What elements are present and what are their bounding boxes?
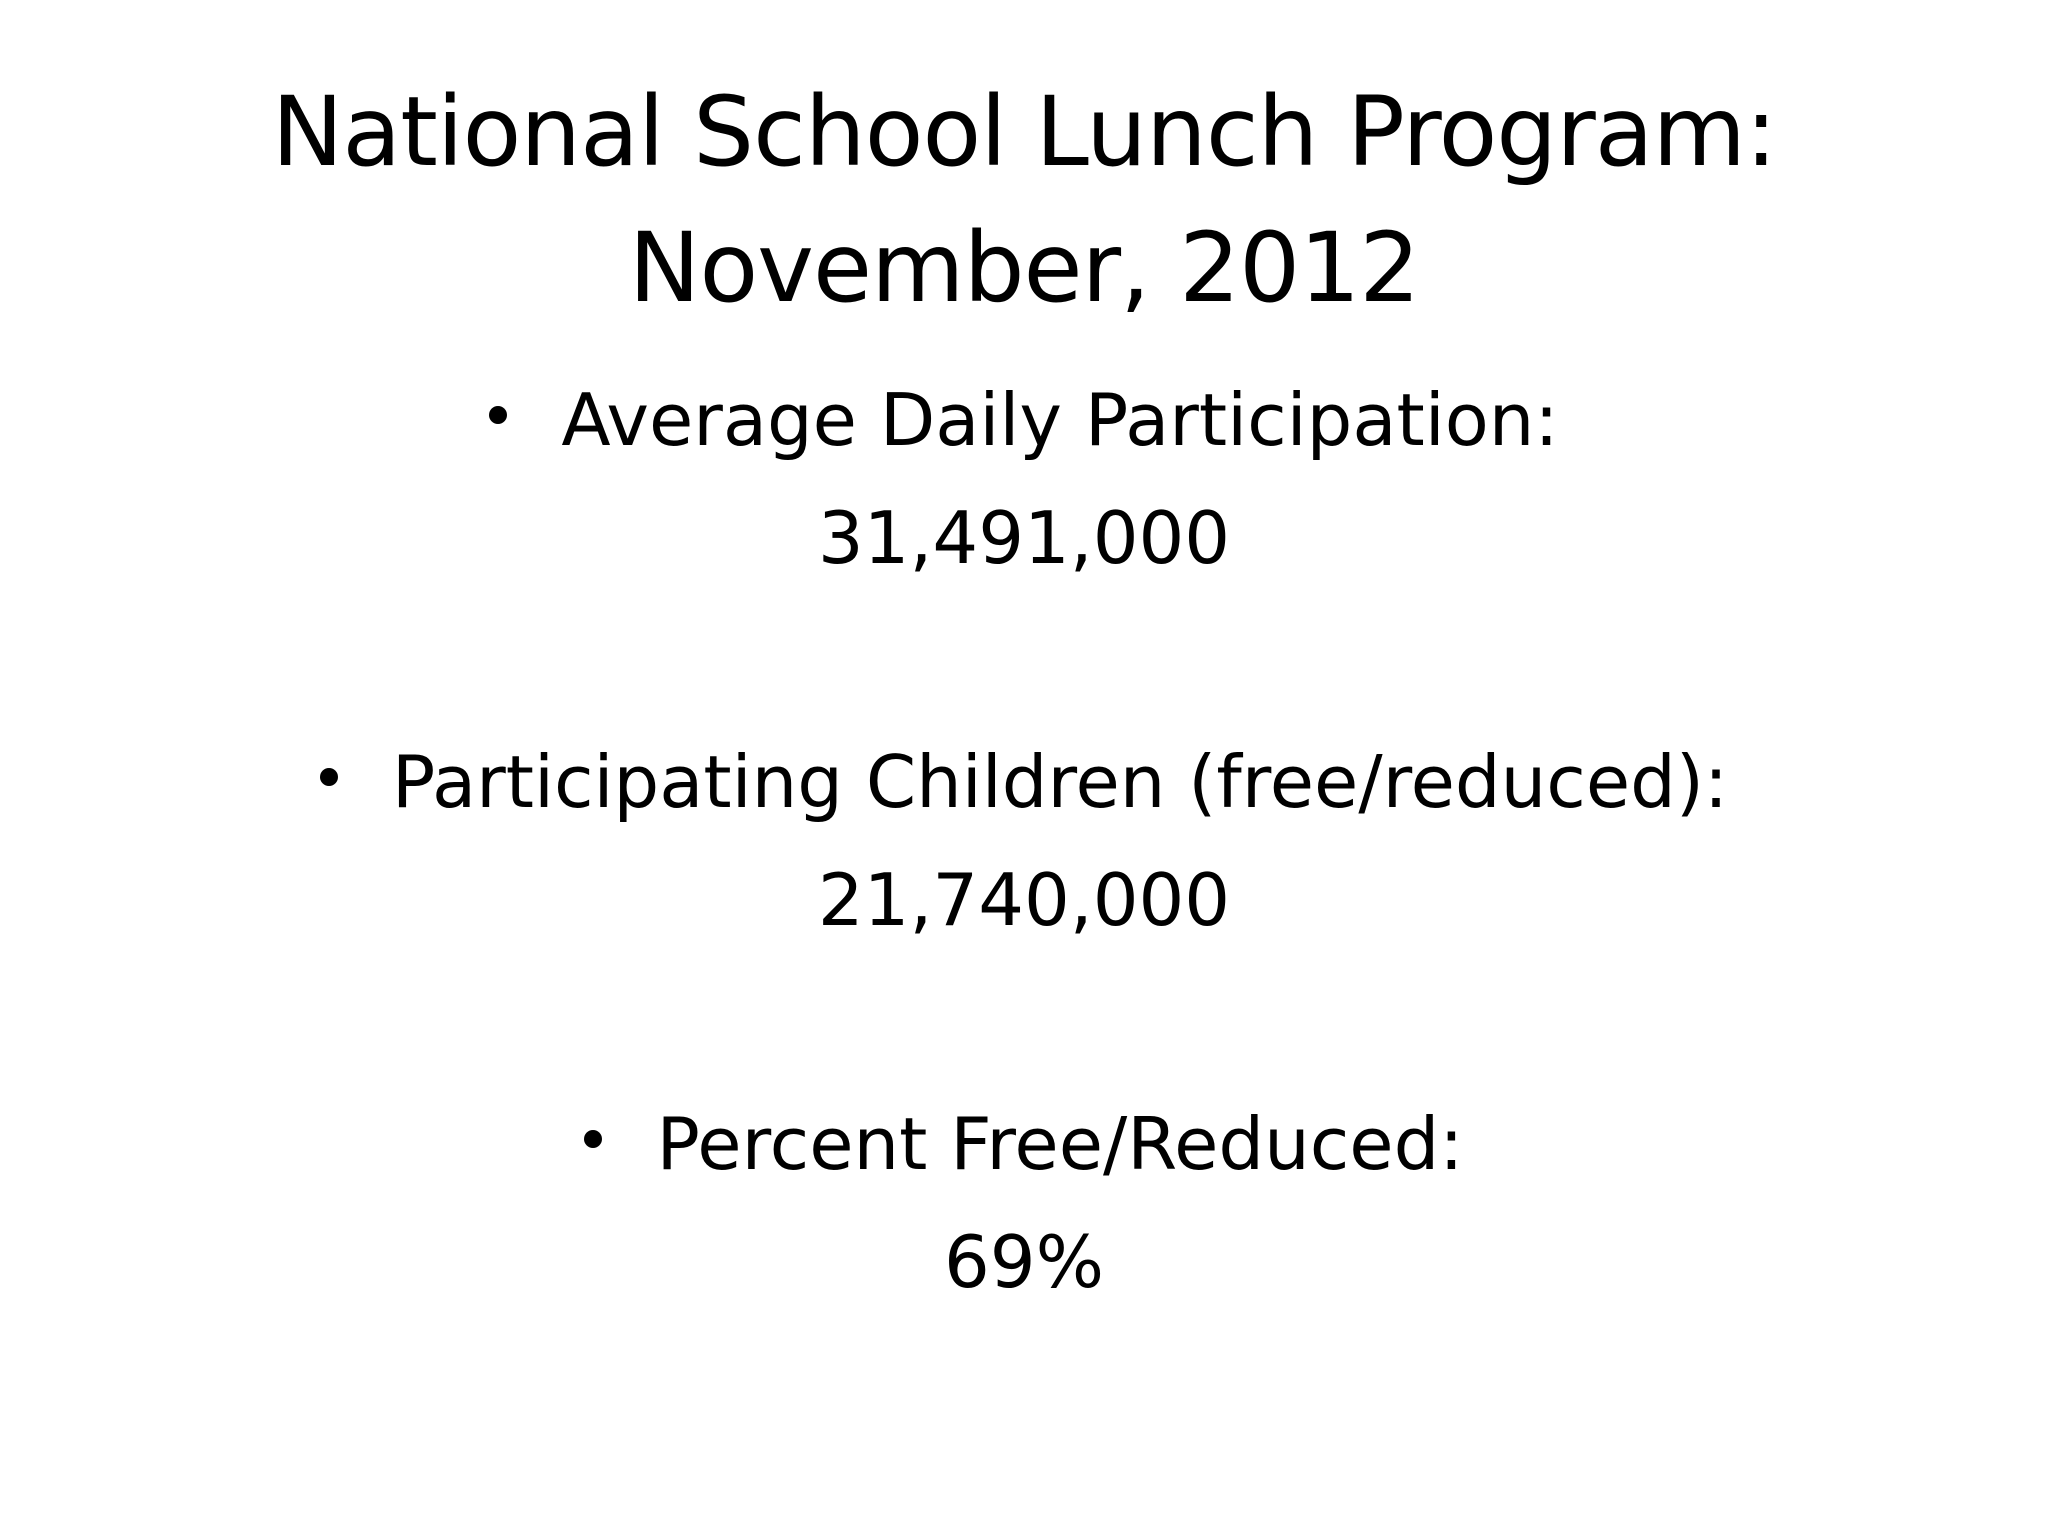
bullet-value: 31,491,000 — [817, 496, 1231, 580]
title-line-2: November, 2012 — [628, 212, 1420, 324]
bullet-dot-icon — [584, 1130, 602, 1148]
bullet-label: Average Daily Participation: — [561, 378, 1559, 462]
bullet-value: 21,740,000 — [817, 858, 1231, 942]
bullet-participating-children — [0, 738, 2048, 944]
bullet-average-daily-participation — [0, 376, 2048, 582]
bullet-label: Participating Children (free/reduced): — [391, 740, 1729, 824]
slide-title — [0, 64, 2048, 336]
title-line-1: National School Lunch Program: — [271, 76, 1777, 188]
bullet-percent-free-reduced — [0, 1100, 2048, 1306]
bullet-value: 69% — [943, 1220, 1105, 1304]
bullet-dot-icon — [320, 768, 338, 786]
bullet-label: Percent Free/Reduced: — [656, 1102, 1464, 1186]
bullet-dot-icon — [489, 406, 507, 424]
